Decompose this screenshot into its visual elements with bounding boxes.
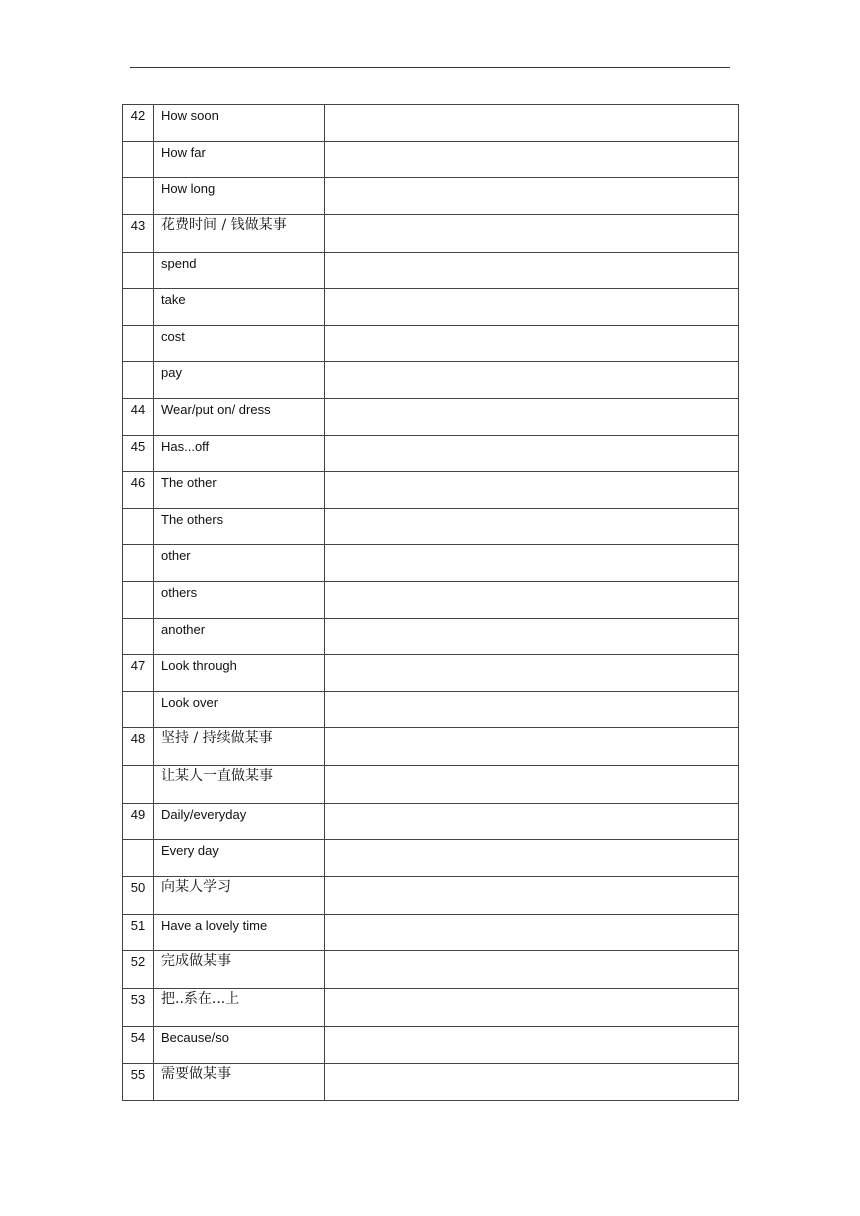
row-number: 50	[123, 877, 154, 915]
answer-cell[interactable]	[325, 803, 739, 840]
row-number: 55	[123, 1063, 154, 1101]
table-row	[123, 989, 739, 1027]
row-number	[123, 362, 154, 399]
answer-cell[interactable]	[325, 1027, 739, 1064]
table-row	[123, 877, 739, 915]
table-row	[123, 325, 739, 362]
table-row	[123, 1063, 739, 1101]
row-number: 42	[123, 105, 154, 142]
table-row	[123, 141, 739, 178]
vocabulary-table	[122, 104, 739, 1101]
term-cell: others	[154, 581, 325, 618]
answer-cell[interactable]	[325, 105, 739, 142]
term-cell: Daily/everyday	[154, 803, 325, 840]
table-row	[123, 914, 739, 951]
table-row	[123, 435, 739, 472]
row-number: 47	[123, 655, 154, 692]
term-cell: 把..系在...上	[154, 989, 325, 1027]
answer-cell[interactable]	[325, 545, 739, 582]
answer-cell[interactable]	[325, 766, 739, 804]
row-number	[123, 545, 154, 582]
term-cell: How long	[154, 178, 325, 215]
term-cell: other	[154, 545, 325, 582]
term-cell: 需要做某事	[154, 1063, 325, 1101]
table-row	[123, 545, 739, 582]
answer-cell[interactable]	[325, 178, 739, 215]
answer-cell[interactable]	[325, 989, 739, 1027]
table-row	[123, 951, 739, 989]
answer-cell[interactable]	[325, 1063, 739, 1101]
term-cell: How far	[154, 141, 325, 178]
answer-cell[interactable]	[325, 289, 739, 326]
table-row	[123, 766, 739, 804]
row-number: 52	[123, 951, 154, 989]
table-row	[123, 252, 739, 289]
answer-cell[interactable]	[325, 325, 739, 362]
term-cell: cost	[154, 325, 325, 362]
row-number: 53	[123, 989, 154, 1027]
term-cell: 向某人学习	[154, 877, 325, 915]
answer-cell[interactable]	[325, 508, 739, 545]
table-row	[123, 655, 739, 692]
answer-cell[interactable]	[325, 214, 739, 252]
term-cell: pay	[154, 362, 325, 399]
term-cell: The other	[154, 472, 325, 509]
table-row	[123, 618, 739, 655]
row-number	[123, 766, 154, 804]
term-cell: Wear/put on/ dress	[154, 398, 325, 435]
row-number	[123, 178, 154, 215]
row-number	[123, 252, 154, 289]
row-number	[123, 508, 154, 545]
table-row	[123, 1027, 739, 1064]
row-number	[123, 840, 154, 877]
table-row	[123, 289, 739, 326]
answer-cell[interactable]	[325, 655, 739, 692]
answer-cell[interactable]	[325, 472, 739, 509]
header-rule	[130, 67, 730, 68]
table-row	[123, 803, 739, 840]
answer-cell[interactable]	[325, 398, 739, 435]
table-row	[123, 691, 739, 728]
term-cell: 坚持 / 持续做某事	[154, 728, 325, 766]
table-row	[123, 728, 739, 766]
table-row	[123, 840, 739, 877]
answer-cell[interactable]	[325, 728, 739, 766]
term-cell: The others	[154, 508, 325, 545]
term-cell: 让某人一直做某事	[154, 766, 325, 804]
row-number: 51	[123, 914, 154, 951]
row-number	[123, 325, 154, 362]
term-cell: spend	[154, 252, 325, 289]
term-cell: another	[154, 618, 325, 655]
answer-cell[interactable]	[325, 618, 739, 655]
answer-cell[interactable]	[325, 877, 739, 915]
answer-cell[interactable]	[325, 951, 739, 989]
term-cell: Every day	[154, 840, 325, 877]
answer-cell[interactable]	[325, 840, 739, 877]
term-cell: Look over	[154, 691, 325, 728]
answer-cell[interactable]	[325, 252, 739, 289]
term-cell: 花费时间 / 钱做某事	[154, 214, 325, 252]
row-number: 54	[123, 1027, 154, 1064]
row-number: 43	[123, 214, 154, 252]
answer-cell[interactable]	[325, 691, 739, 728]
term-cell: Because/so	[154, 1027, 325, 1064]
row-number	[123, 289, 154, 326]
table-row	[123, 178, 739, 215]
row-number	[123, 618, 154, 655]
answer-cell[interactable]	[325, 435, 739, 472]
row-number	[123, 691, 154, 728]
table-row	[123, 362, 739, 399]
term-cell: How soon	[154, 105, 325, 142]
answer-cell[interactable]	[325, 581, 739, 618]
answer-cell[interactable]	[325, 141, 739, 178]
term-cell: Has...off	[154, 435, 325, 472]
row-number: 45	[123, 435, 154, 472]
table-row	[123, 472, 739, 509]
row-number: 49	[123, 803, 154, 840]
table-row	[123, 105, 739, 142]
term-cell: Have a lovely time	[154, 914, 325, 951]
table-row	[123, 508, 739, 545]
answer-cell[interactable]	[325, 914, 739, 951]
term-cell: take	[154, 289, 325, 326]
row-number	[123, 581, 154, 618]
table-row	[123, 214, 739, 252]
answer-cell[interactable]	[325, 362, 739, 399]
row-number	[123, 141, 154, 178]
term-cell: 完成做某事	[154, 951, 325, 989]
row-number: 44	[123, 398, 154, 435]
row-number: 48	[123, 728, 154, 766]
table-row	[123, 398, 739, 435]
row-number: 46	[123, 472, 154, 509]
table-row	[123, 581, 739, 618]
term-cell: Look through	[154, 655, 325, 692]
